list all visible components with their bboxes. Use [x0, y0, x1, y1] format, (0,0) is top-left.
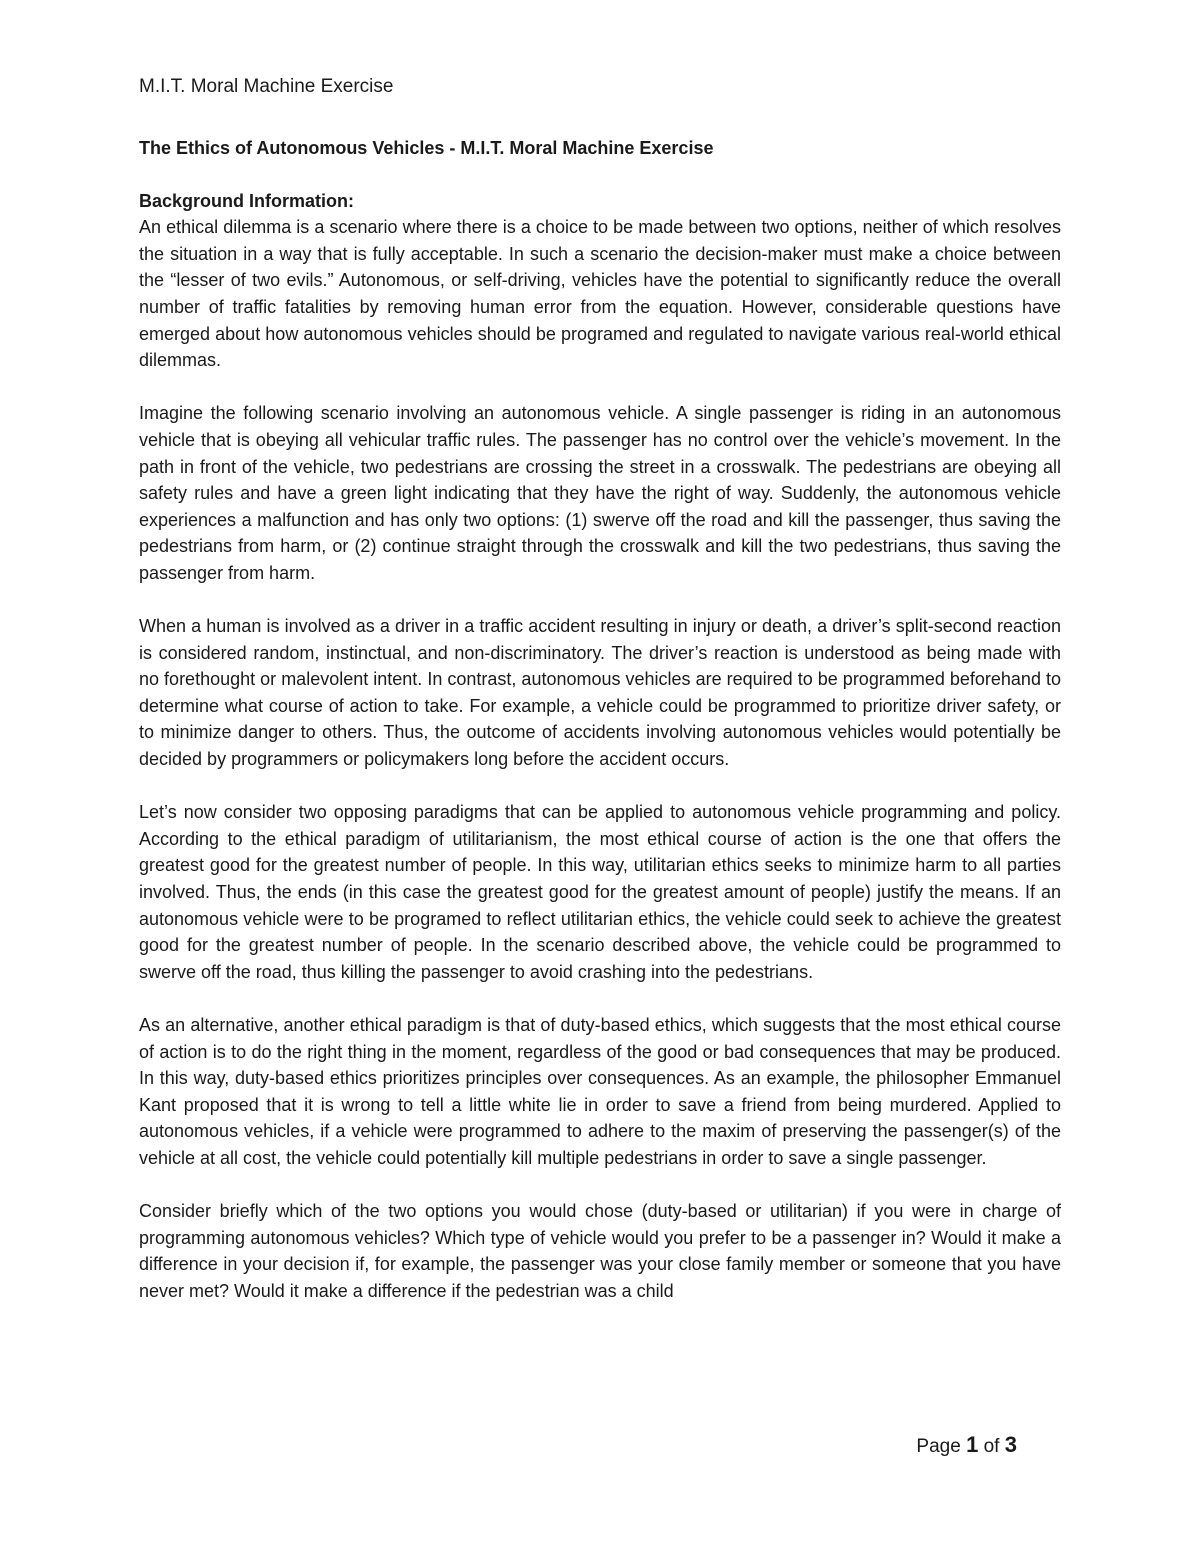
paragraph-utilitarianism: Let’s now consider two opposing paradigms that can be applied to autonomous vehicle programming and policy. According to the ethical paradigm of utilitarianism, the most ethical course of action is the one that offers the greatest good for the greatest number of people. In this way, utilitarian ethics seeks to minimize harm to all parties involved. Thus, the ends (in this case the greatest good for the greatest amount of people) justify the means. If an autonomous vehicle were to be programed to reflect utilitarian ethics, the vehicle could seek to achieve the greatest good for the greatest number of people. In the scenario described above, the vehicle could be programmed to swerve off the road, thus killing the passenger to avoid crashing into the pedestrians.: [139, 802, 1061, 982]
total-pages-number: 3: [1004, 1432, 1017, 1457]
section-heading: Background Information:: [139, 190, 354, 211]
paragraph-human-driver: When a human is involved as a driver in a traffic accident resulting in injury or death, a driver’s split-second reaction is considered random, instinctual, and non-discriminatory. The driver’s reaction is understood as being made with no forethought or malevolent intent. In contrast, autonomous vehicles are required to be programmed beforehand to determine what course of action to take. For example, a vehicle could be programmed to prioritize driver safety, or to minimize danger to others. Thus, the outcome of accidents involving autonomous vehicles would potentially be decided by programmers or policymakers long before the accident occurs.: [139, 616, 1061, 770]
page-word: Page: [916, 1436, 961, 1457]
current-page-number: 1: [966, 1432, 979, 1457]
page-footer: [900, 1430, 1017, 1462]
paragraph-duty-based: As an alternative, another ethical paradigm is that of duty-based ethics, which suggests that the most ethical course of action is to do the right thing in the moment, regardless of the good or bad consequences that may be produced. In this way, duty-based ethics prioritizes principles over consequences. As an example, the philosopher Emmanuel Kant proposed that it is wrong to tell a little white lie in order to save a friend from being murdered. Applied to autonomous vehicles, if a vehicle were programmed to adhere to the maxim of preserving the passenger(s) of the vehicle at all cost, the vehicle could potentially kill multiple pedestrians in order to save a single passenger.: [139, 1015, 1061, 1168]
paragraph-ethical-dilemma: An ethical dilemma is a scenario where there is a choice to be made between two options, neither of which resolves the situation in a way that is fully acceptable. In such a scenario the decision-maker must make a choice between the “lesser of two evils.” Autonomous, or self-driving, vehicles have the potential to significantly reduce the overall number of traffic fatalities by removing human error from the equation. However, considerable questions have emerged about how autonomous vehicles should be programed and regulated to navigate various real-world ethical dilemmas.: [139, 217, 1061, 371]
running-header: M.I.T. Moral Machine Exercise: [139, 76, 394, 97]
of-word: of: [983, 1436, 1000, 1457]
document-title: The Ethics of Autonomous Vehicles - M.I.T. Moral Machine Exercise: [139, 138, 714, 158]
paragraph-scenario: Imagine the following scenario involving an autonomous vehicle. A single passenger is riding in an autonomous vehicle that is obeying all vehicular traffic rules. The passenger has no control over the vehicle’s movement. In the path in front of the vehicle, two pedestrians are crossing the street in a crosswalk. The pedestrians are obeying all safety rules and have a green light indicating that they have the right of way. Suddenly, the autonomous vehicle experiences a malfunction and has only two options: (1) swerve off the road and kill the passenger, thus saving the pedestrians from harm, or (2) continue straight through the crosswalk and kill the two pedestrians, thus saving the passenger from harm.: [139, 403, 1061, 583]
document-body: [139, 135, 1061, 1331]
paragraph-consider: Consider briefly which of the two options you would chose (duty-based or utilitarian) if you were in charge of programming autonomous vehicles? Which type of vehicle would you prefer to be a passenger in? Would it make a difference in your decision if, for example, the passenger was your close family member or someone that you have never met? Would it make a difference if the pedestrian was a child: [139, 1201, 1061, 1301]
